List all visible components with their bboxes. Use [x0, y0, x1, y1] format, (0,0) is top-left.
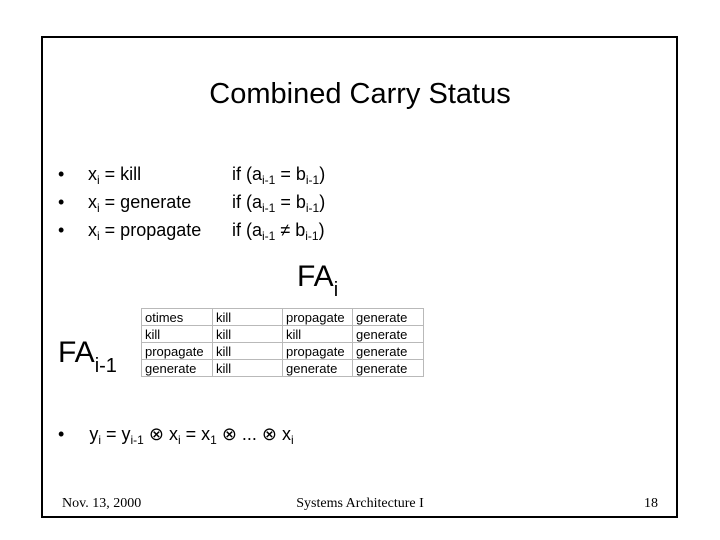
table-cell: kill: [213, 360, 283, 377]
bullet-lhs: $x_i$ = generate: [88, 192, 192, 215]
bullet-lhs: $x_i$ = propagate: [88, 220, 202, 243]
table-cell: generate: [353, 360, 424, 377]
fa-row-label: $FA_{i-1}$: [58, 336, 117, 377]
table-cell: propagate: [142, 343, 213, 360]
fa-column-label: $FA_i$: [297, 260, 339, 301]
table-cell: kill: [283, 326, 353, 343]
table-cell: kill: [142, 326, 213, 343]
table-cell: kill: [213, 309, 283, 326]
table-cell: otimes: [142, 309, 213, 326]
bullet-lhs: $x_i$ = kill: [88, 164, 142, 187]
y-formula: • $y_i = y_{i-1}$ ⊗ $x_i = x_1$ ⊗ ... ⊗ $x_i$: [58, 424, 294, 447]
table-row: [142, 343, 424, 360]
carry-operator-table: [141, 308, 424, 377]
bullet-marker: •: [58, 192, 65, 212]
table-cell: propagate: [283, 343, 353, 360]
bullet-condition: if $(a_{i-1} = b_{i-1})$: [232, 164, 326, 187]
bullet-marker: •: [58, 424, 65, 444]
table-row: [142, 309, 424, 326]
bullet-marker: •: [58, 220, 65, 240]
slide-title: Combined Carry Status: [209, 78, 511, 110]
footer-date: Nov. 13, 2000: [62, 496, 142, 511]
table-row: [142, 360, 424, 377]
page-number: 18: [644, 496, 658, 511]
table-cell: generate: [353, 326, 424, 343]
table-cell: kill: [213, 343, 283, 360]
table-cell: propagate: [283, 309, 353, 326]
table-cell: generate: [283, 360, 353, 377]
table-cell: kill: [213, 326, 283, 343]
table-cell: generate: [353, 343, 424, 360]
table-row: [142, 326, 424, 343]
bullet-condition: if $(a_{i-1} = b_{i-1})$: [232, 192, 326, 215]
table-cell: generate: [353, 309, 424, 326]
table-cell: generate: [142, 360, 213, 377]
footer-course: Systems Architecture I: [296, 496, 424, 511]
bullet-marker: •: [58, 164, 65, 184]
bullet-condition: if $(a_{i-1} \ne b_{i-1})$: [232, 220, 325, 243]
